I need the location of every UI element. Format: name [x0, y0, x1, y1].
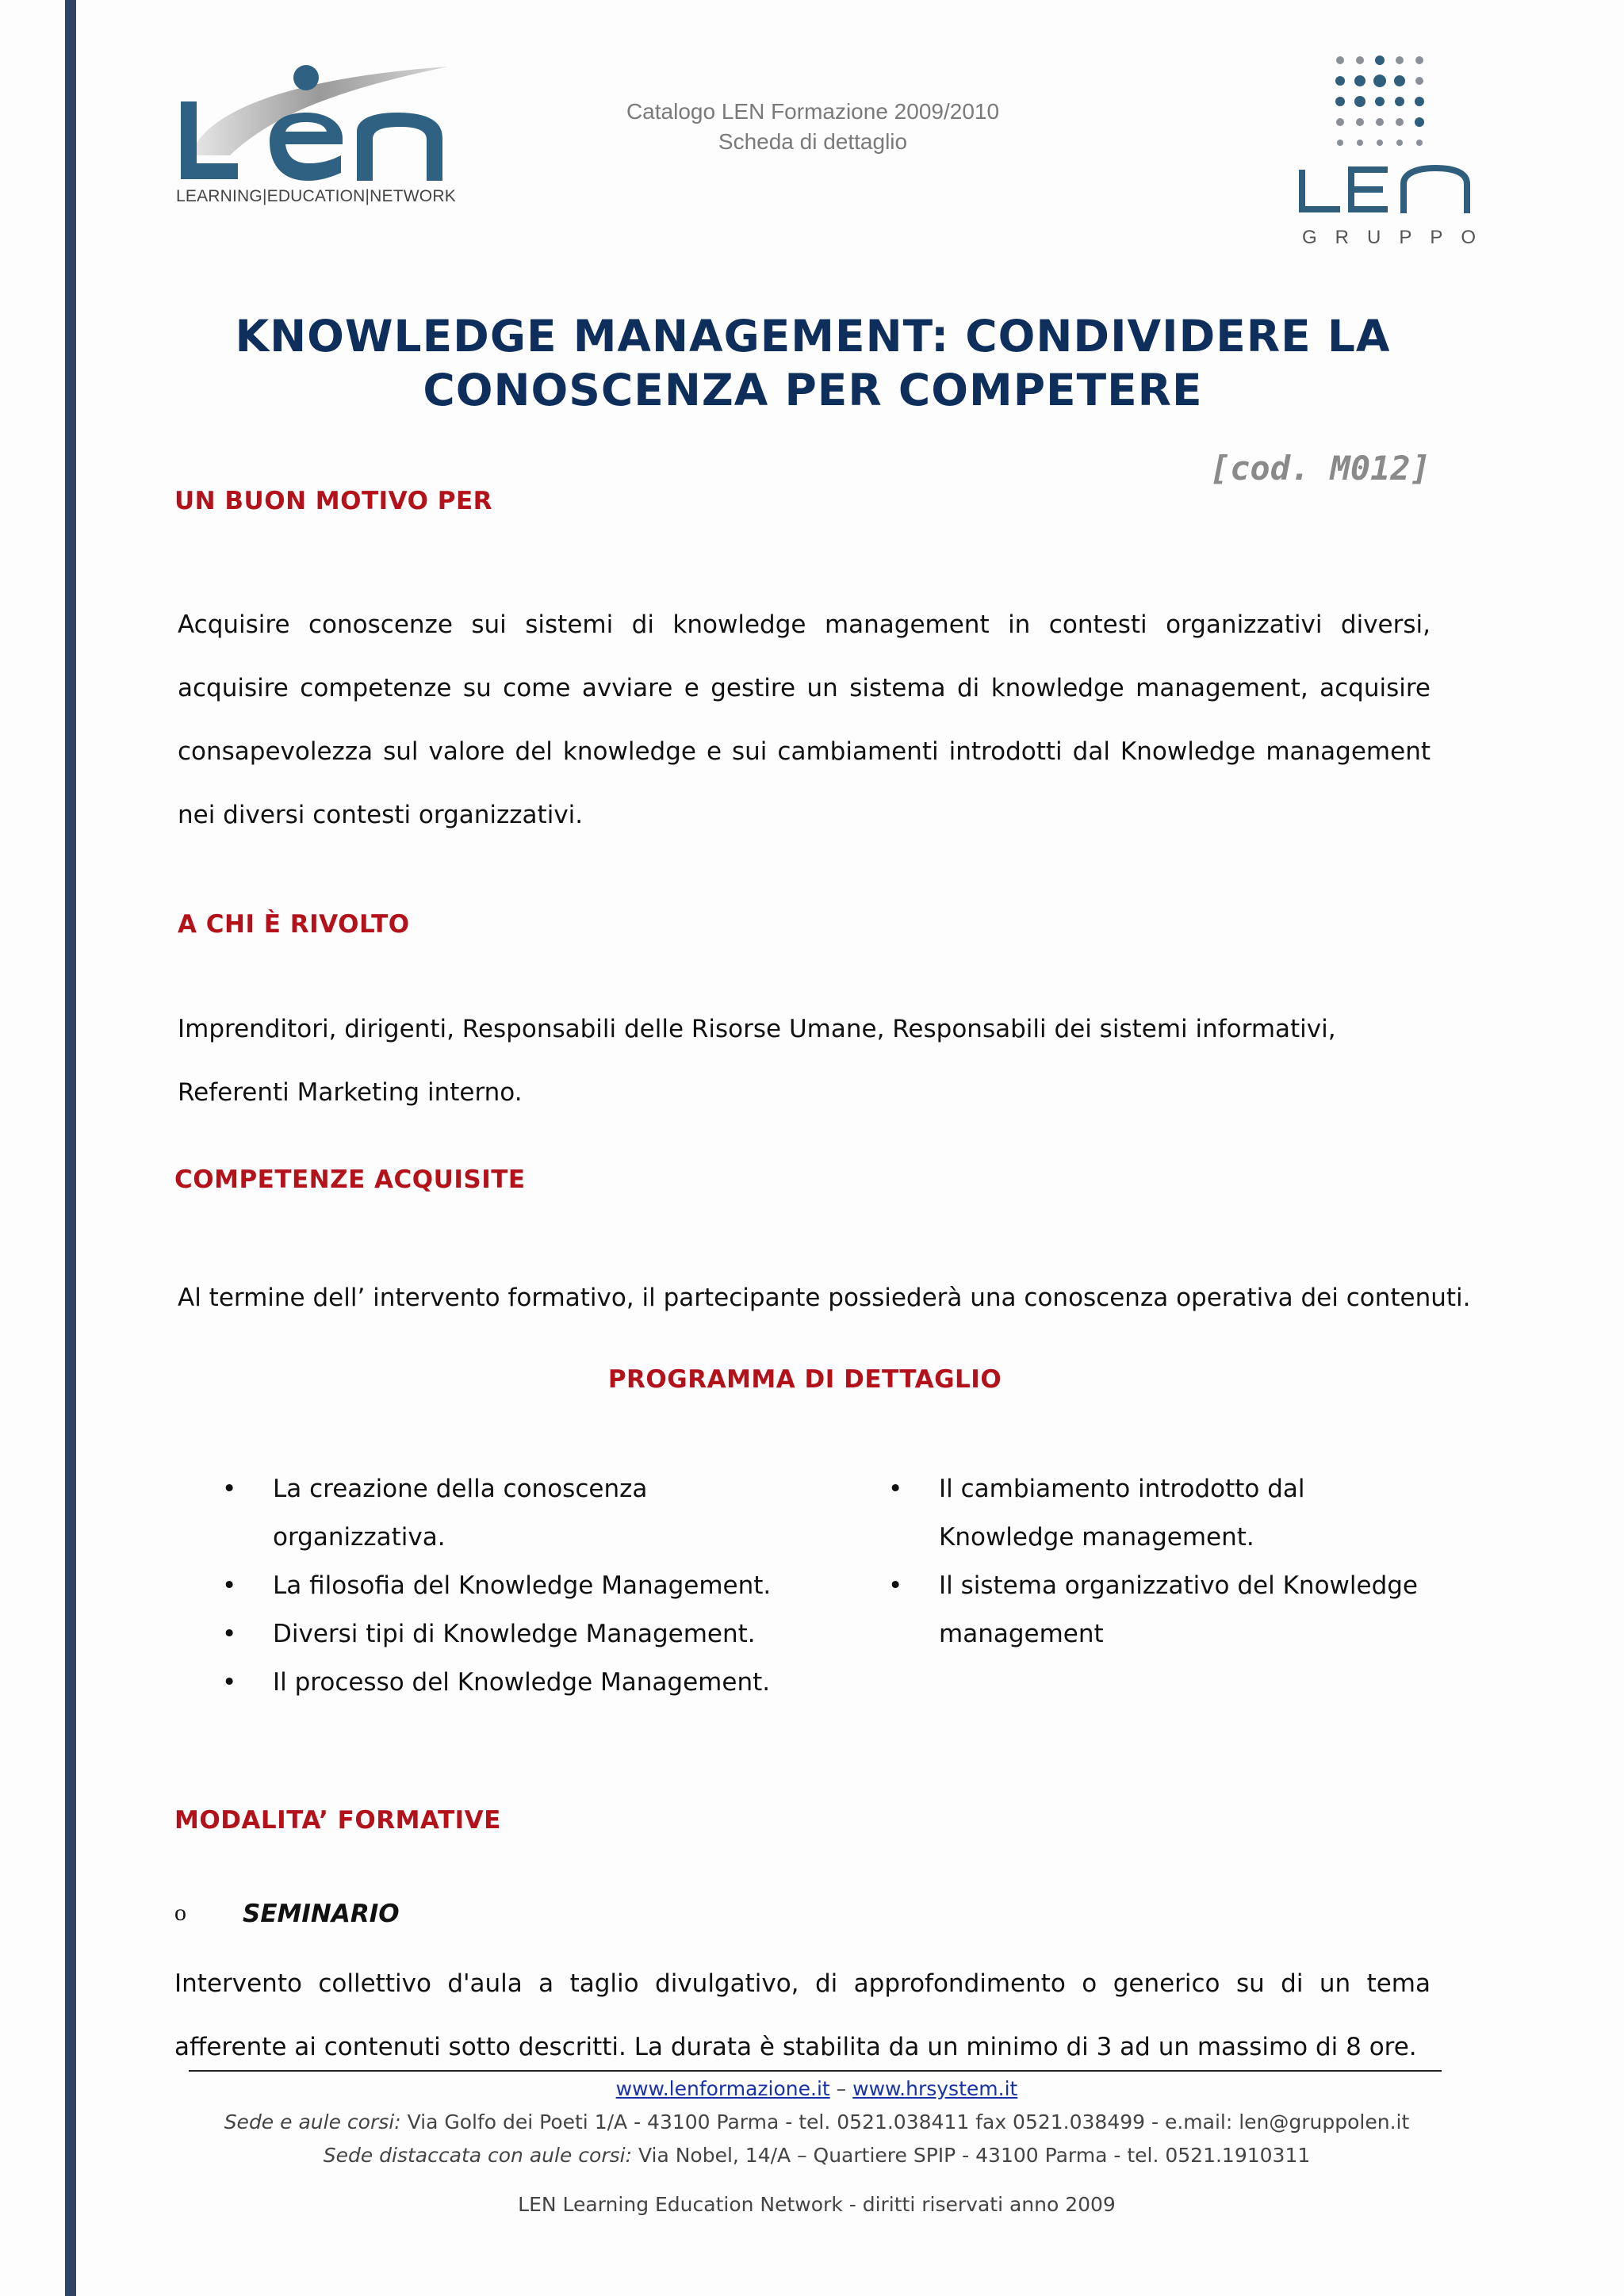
footer-link-separator: – — [836, 2077, 847, 2100]
bullet-icon: • — [888, 1475, 903, 1503]
footer-sede-text: Via Golfo dei Poeti 1/A - 43100 Parma - tel. 0521.038411 fax 0521.038499 - e.mail: len@gruppolen.it — [407, 2110, 1410, 2133]
section-heading-competenze: COMPETENZE ACQUISITE — [174, 1165, 526, 1194]
list-item: • Il sistema organizzativo del Knowledge management — [888, 1562, 1443, 1659]
bullet-icon: • — [888, 1571, 903, 1600]
section-heading-modalita: MODALITA’ FORMATIVE — [174, 1806, 501, 1835]
bullet-icon: • — [222, 1620, 237, 1648]
len-gruppo-subtext: GRUPPO — [1302, 227, 1495, 248]
bullet-icon: • — [222, 1668, 237, 1697]
section-heading-programma: PROGRAMMA DI DETTAGLIO — [607, 1365, 1002, 1394]
subheading-seminario: SEMINARIO — [243, 1900, 400, 1928]
list-item: • Il processo del Knowledge Management. — [222, 1659, 777, 1707]
course-code: [cod. M012] — [1209, 449, 1431, 488]
section-heading-rivolto: A CHI È RIVOLTO — [178, 910, 410, 939]
list-item: • Il cambiamento introdotto dal Knowledge management. — [888, 1465, 1443, 1562]
footer-divider — [189, 2070, 1442, 2072]
footer-links — [190, 2077, 1443, 2100]
len-logo-tagline: LEARNING|EDUCATION|NETWORK — [176, 187, 456, 205]
len-logo-wordmark — [174, 62, 452, 189]
section-text-competenze: Al termine dell’ intervento formativo, il partecipante possiederà una conoscenza operativa dei contenuti. — [178, 1284, 1471, 1312]
programma-list-right — [888, 1465, 1443, 1659]
footer-sede-label: Sede e aule corsi: — [224, 2110, 401, 2133]
list-item: • Diversi tipi di Knowledge Management. — [222, 1610, 777, 1659]
section-text-modalita: Intervento collettivo d'aula a taglio divulgativo, di approfondimento o generico su di un tema afferente ai contenuti sotto descritti. La durata è stabilita da un minimo di 3 ad un massimo di 8 ore. — [174, 1969, 1431, 2061]
left-border-bar — [65, 0, 76, 2296]
section-text-motivo: Acquisire conoscenze sui sistemi di knowledge management in contesti organizzativi diversi, acquisire competenze su come avviare e gestire un sistema di knowledge management, acquisire consapevolezza sul valore del knowledge e sui cambiamenti introdotti dal Knowledge management nei diversi contesti organizzativi. — [178, 610, 1431, 829]
catalog-subtitle: Scheda di dettaglio — [718, 129, 908, 154]
section-heading-motivo: UN BUON MOTIVO PER — [174, 487, 493, 515]
footer-sede — [190, 2110, 1443, 2133]
catalog-header — [571, 97, 1055, 157]
section-text-rivolto: Imprenditori, dirigenti, Responsabili delle Risorse Umane, Responsabili dei sistemi informativi, Referenti Marketing interno. — [178, 1015, 1336, 1107]
footer-link-lenformazione[interactable]: www.lenformazione.it — [615, 2077, 830, 2100]
len-logo — [174, 62, 456, 212]
circle-bullet-icon: o — [174, 1900, 186, 1926]
footer-link-hrsystem[interactable]: www.hrsystem.it — [852, 2077, 1018, 2100]
bullet-icon: • — [222, 1475, 237, 1503]
footer-copyright: LEN Learning Education Network - diritti riservati anno 2009 — [518, 2193, 1116, 2216]
footer-sede2-text: Via Nobel, 14/A – Quartiere SPIP - 43100 Parma - tel. 0521.1910311 — [638, 2144, 1311, 2167]
course-title-line2: CONOSCENZA PER COMPETERE — [423, 365, 1203, 415]
course-title-line1: KNOWLEDGE MANAGEMENT: CONDIVIDERE LA — [235, 311, 1391, 362]
footer-sede2-label: Sede distaccata con aule corsi: — [323, 2144, 632, 2167]
list-item: • La filosofia del Knowledge Management. — [222, 1562, 777, 1610]
len-gruppo-logo — [1293, 51, 1495, 257]
course-title — [111, 309, 1515, 417]
bullet-icon: • — [222, 1571, 237, 1600]
list-item: • La creazione della conoscenza organizzativa. — [222, 1465, 777, 1562]
programma-list-left — [222, 1465, 777, 1707]
len-gruppo-dots-icon — [1293, 51, 1483, 217]
catalog-title: Catalogo LEN Formazione 2009/2010 — [626, 99, 1000, 124]
footer-sede2 — [190, 2144, 1443, 2167]
